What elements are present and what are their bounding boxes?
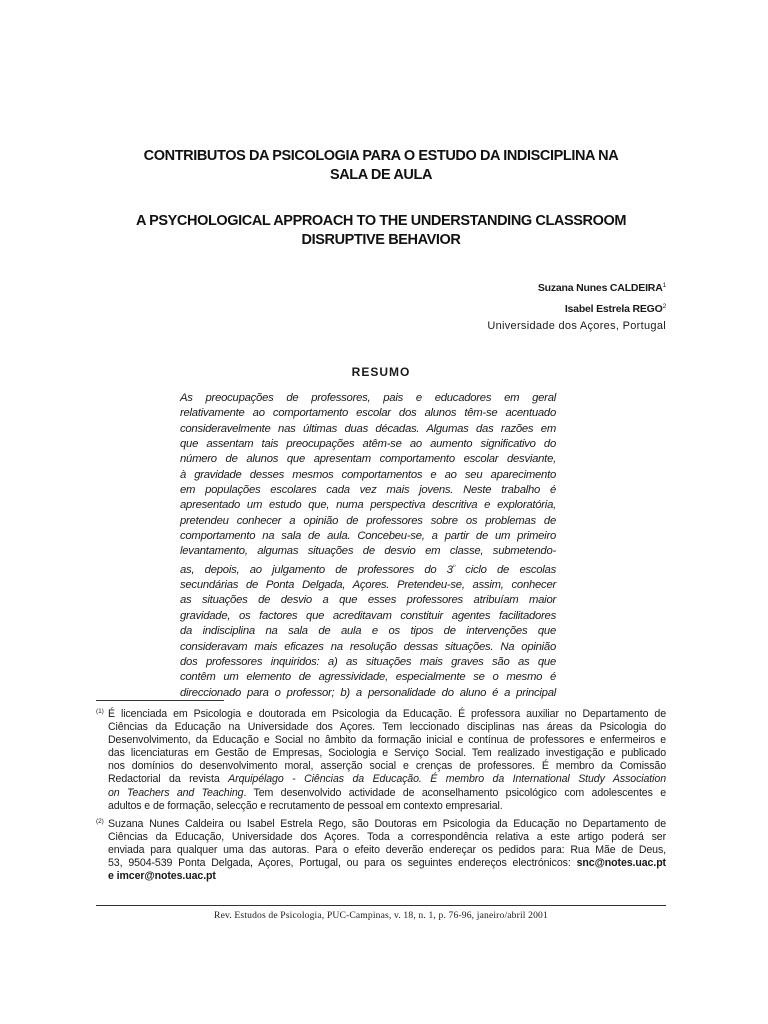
journal-citation: Rev. Estudos de Psicologia, PUC-Campinas, v. 18, n. 1, p. 76-96, janeiro/abril 2001 (214, 910, 548, 921)
footnote-line: Ciências da Educação, Universidade dos Açores. Toda a correspondência relativa a este artigo poderá ser (108, 830, 666, 843)
abstract-line: relativamente ao comportamento escolar dos alunos têm-se acentuado (180, 407, 556, 420)
abstract-line: da indisciplina na sala de aula e os tipos de intervenções que (180, 625, 556, 638)
journal-name: Arquipélago - Ciências da Educação. É membro da International Study Association (228, 773, 666, 786)
abstract-line: comportamento na sala de aula. Concebeu-se, a partir de um primeiro (180, 530, 556, 543)
association-name: on Teachers and Teaching (108, 786, 244, 799)
footnote-text: Redactorial da revista (108, 773, 229, 786)
author-block (487, 277, 666, 336)
abstract-line: apresentado um estudo que, numa perspectiva descritiva e exploratória, (180, 499, 556, 512)
author-name: Suzana Nunes CALDEIRA (537, 282, 663, 294)
title-portuguese (96, 147, 666, 185)
footnote-1 (96, 708, 666, 813)
footnote-line: É licenciada em Psicologia e doutorada em Psicologia da Educação. É professora auxiliar no Departamento de (108, 708, 666, 720)
title-en-line: DISRUPTIVE BEHAVIOR (301, 232, 461, 248)
abstract-line: contêm um elemento de agressividade, especialmente se o mesmo é (180, 671, 556, 684)
abstract-line: gravidade, os factores que acreditavam constituir agentes facilitadores (180, 609, 556, 622)
footnote-line: Ciências da Educação na Universidade dos Açores. Tem leccionado disciplinas nas áreas da Psicologia do (108, 721, 666, 734)
footnote-line: Desenvolvimento, da Educação e Social no âmbito da formação inicial e contínua de professores e enfermeiros e (108, 734, 666, 747)
email-link[interactable]: imcer@notes.uac.pt (116, 870, 216, 883)
abstract-line: em populações escolares cada vez mais jovens. Neste trabalho é (180, 484, 556, 497)
abstract-body (180, 391, 556, 701)
footnote-line: nos domínios do desenvolvimento moral, asserção social e crenças de professores. É membro da Comissão (108, 760, 666, 773)
abstract-line: secundárias de Ponta Delgada, Açores. Pretendeu-se, assim, conhecer (180, 579, 556, 592)
footnote-text: 53, 9504-539 Ponta Delgada, Açores, Portugal, ou para os seguintes endereços electrónicos: (108, 857, 577, 870)
abstract-line: As preocupações de professores, pais e educadores em geral (180, 392, 556, 404)
abstract-heading: RESUMO (351, 365, 411, 379)
abstract-line: dos professores inquiridos: a) as situações mais graves são as que (180, 655, 556, 668)
abstract-line: pretendeu conhecer a opinião de professores sobre os problemas de (180, 514, 556, 527)
footnote-line: enviada para qualquer uma das autoras. Para o efeito deverão endereçar os pedidos para: Rua Mãe de Deus, (108, 843, 666, 856)
author-name: Isabel Estrela REGO (564, 302, 663, 315)
footnote-divider (96, 700, 224, 701)
footnotes (96, 708, 666, 888)
email-link[interactable]: snc@notes.uac.pt (576, 857, 666, 870)
abstract-line: número de alunos que apresentam comportamento escolar desviante, (180, 453, 556, 466)
footnote-line (108, 857, 666, 870)
footer-divider (96, 905, 666, 906)
ordinal-mark: º (452, 563, 455, 571)
author-1 (487, 277, 666, 298)
title-english (96, 212, 666, 250)
footnote-line: Suzana Nunes Caldeira ou Isabel Estrela Rego, são Doutoras em Psicologia da Educação no Departamento de (108, 817, 666, 830)
footnote-mark: (2) (96, 817, 104, 825)
footnote-ref: 1 (662, 282, 666, 289)
footnote-line (108, 870, 666, 883)
footnote-ref: 2 (662, 302, 666, 310)
footnote-line: adultos e de formação, selecção e recrutamento de pessoal em contexto empresarial. (108, 799, 503, 812)
footnote-line (108, 773, 666, 786)
footnote-line: das licenciaturas em Gestão de Empresas, Sociologia e Serviço Social. Tem realizado investigação e publicado (108, 747, 666, 760)
abstract-line: as situações de desvio a que esses professores atribuíam maior (180, 594, 556, 607)
title-pt-line: CONTRIBUTOS DA PSICOLOGIA PARA O ESTUDO DA INDISCIPLINA NA (143, 148, 619, 164)
abstract-line: levantamento, algumas situações de desvio em classe, submetendo- (180, 545, 556, 558)
title-en-line: A PSYCHOLOGICAL APPROACH TO THE UNDERSTANDING CLASSROOM (135, 213, 627, 229)
abstract-line: as, depois, ao julgamento de professores do $3^º$ ciclo de escolas (180, 563, 556, 576)
footnote-text: . Tem desenvolvido actividade de aconselhamento psicológico com adolescentes e (243, 786, 666, 799)
title-pt-line: SALA DE AULA (329, 167, 433, 183)
footnote-2 (96, 818, 666, 883)
abstract-line: consideravelmente nas últimas duas décadas. Algumas das razões em (180, 422, 556, 435)
abstract-line: à gravidade desses mesmos comportamentos e ao seu aparecimento (180, 468, 556, 481)
affiliation: Universidade dos Açores, Portugal (487, 320, 666, 332)
abstract-line: direccionado para o professor; b) a personalidade do aluno é a principal (180, 686, 556, 699)
footnote-line (108, 787, 666, 800)
footnote-mark: (1) (96, 708, 104, 715)
author-2 (487, 298, 666, 319)
abstract-line: consideravam mais eficazes na resolução dessas situações. Na opinião (180, 640, 556, 653)
footnote-text: e (108, 870, 114, 883)
abstract-line: que assentam tais preocupações atêm-se ao aumento significativo do (180, 438, 556, 451)
